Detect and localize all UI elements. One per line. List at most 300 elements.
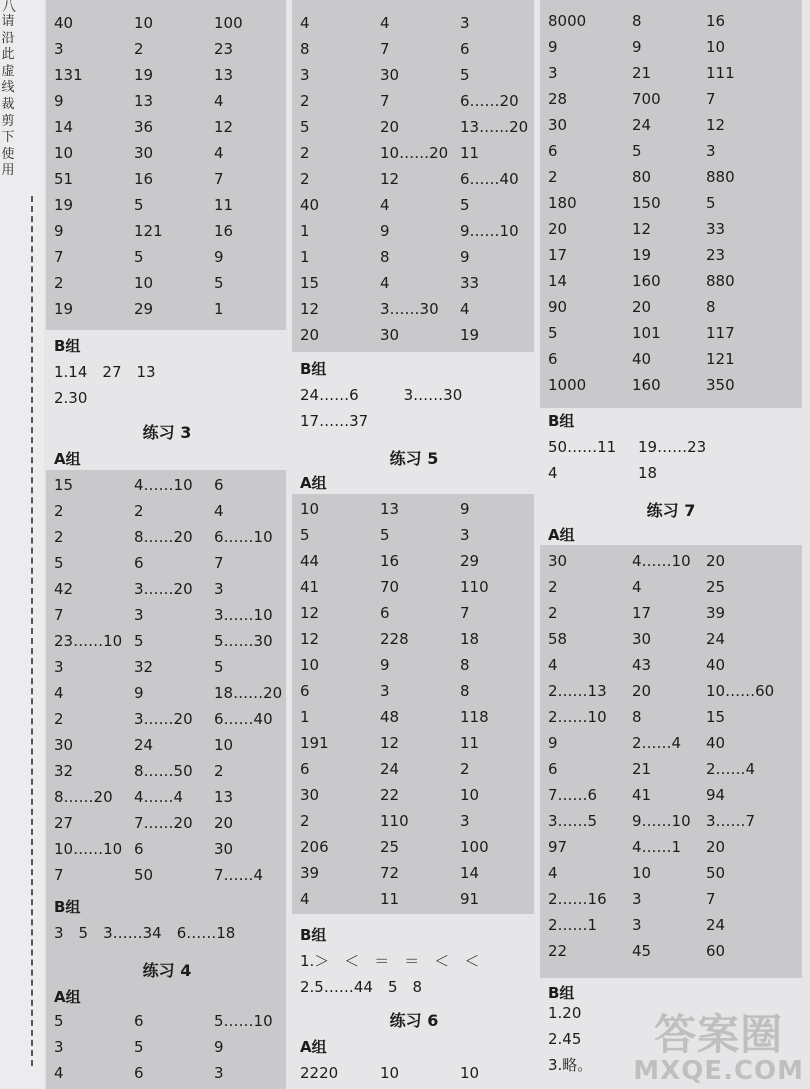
answer-cell: 160: [632, 272, 661, 290]
exercise-title: 练习 7: [646, 501, 696, 520]
answer-cell: 3: [460, 14, 470, 32]
group-label: B组: [548, 412, 575, 430]
answer-cell: 4: [380, 196, 390, 214]
answer-text: 2.45: [548, 1030, 582, 1048]
answer-row: [540, 164, 802, 190]
answer-cell: 4: [548, 864, 558, 882]
answer-column-1: [46, 0, 288, 1089]
answer-cell: 5: [300, 118, 310, 136]
answer-row: [46, 472, 288, 498]
answer-row: [540, 268, 802, 294]
answer-cell: 24: [632, 116, 652, 134]
answer-cell: 8: [300, 40, 310, 58]
answer-cell: 4……10: [632, 552, 691, 570]
answer-row: [46, 1060, 288, 1086]
group-label: B组: [300, 926, 327, 944]
answer-cell: 4……10: [134, 476, 193, 494]
answer-cell: 32: [54, 762, 74, 780]
answer-cell: 12: [632, 220, 652, 238]
answer-cell: 5: [460, 196, 470, 214]
answer-text: 24……6 3……30: [300, 386, 463, 404]
answer-cell: 3: [214, 1064, 224, 1082]
answer-cell: 2……16: [548, 890, 607, 908]
answer-cell: 7: [706, 90, 716, 108]
answer-cell: 58: [548, 630, 568, 648]
answer-cell: 97: [548, 838, 568, 856]
answer-cell: 5: [632, 142, 642, 160]
answer-row: [292, 860, 536, 886]
group-label: A组: [300, 1038, 327, 1056]
answer-cell: 3: [54, 658, 64, 676]
answer-cell: 9: [380, 222, 390, 240]
answer-cell: 9: [54, 92, 64, 110]
answer-cell: 29: [460, 552, 480, 570]
answer-cell: 1: [300, 708, 310, 726]
answer-row: [292, 548, 536, 574]
answer-cell: 1000: [548, 376, 587, 394]
answer-row: [46, 1034, 288, 1060]
answer-row: [292, 834, 536, 860]
answer-cell: 14: [548, 272, 568, 290]
site-watermark: [633, 1010, 804, 1086]
answer-cell: 9: [460, 248, 470, 266]
answer-row: [540, 912, 802, 938]
answer-cell: 30: [632, 630, 652, 648]
answer-row: [292, 1060, 536, 1086]
answer-cell: 91: [460, 890, 480, 908]
answer-cell: 5: [548, 324, 558, 342]
answer-row: [540, 548, 802, 574]
answer-cell: 6: [134, 1064, 144, 1082]
answer-cell: 3: [460, 812, 470, 830]
answer-cell: 40: [54, 14, 74, 32]
dashed-cut-line: [31, 196, 33, 1066]
answer-cell: 48: [380, 708, 400, 726]
answer-row: [540, 808, 802, 834]
answer-row: [292, 678, 536, 704]
answer-row: [46, 10, 288, 36]
answer-row: [46, 62, 288, 88]
answer-cell: 10: [380, 1064, 400, 1082]
answer-cell: 20: [706, 552, 726, 570]
answer-cell: 9: [214, 248, 224, 266]
answer-cell: 44: [300, 552, 320, 570]
answer-row: [46, 732, 288, 758]
answer-text: 3 5 3……34 6……18: [54, 924, 236, 942]
answer-cell: 10: [134, 14, 154, 32]
answer-row: [46, 36, 288, 62]
answer-row: [46, 706, 288, 732]
answer-cell: 5: [460, 66, 470, 84]
answer-cell: 23……10: [54, 632, 123, 650]
answer-cell: 16: [214, 222, 234, 240]
answer-cell: 16: [134, 170, 154, 188]
answer-row: [540, 112, 802, 138]
answer-row: [292, 782, 536, 808]
answer-cell: 14: [460, 864, 480, 882]
answer-cell: 40: [300, 196, 320, 214]
answer-cell: 4: [548, 656, 558, 674]
answer-cell: 15: [300, 274, 320, 292]
answer-cell: 4……4: [134, 788, 184, 806]
answer-row: [46, 296, 288, 322]
exercise-title: 练习 5: [389, 449, 439, 468]
answer-cell: 4: [214, 502, 224, 520]
answer-text: 2.30: [54, 389, 88, 407]
answer-cell: 39: [706, 604, 726, 622]
answer-cell: 40: [706, 656, 726, 674]
answer-cell: 19: [460, 326, 480, 344]
answer-row: [540, 346, 802, 372]
answer-row: [540, 242, 802, 268]
answer-row: [46, 140, 288, 166]
answer-cell: 20: [300, 326, 320, 344]
answer-cell: 1: [300, 248, 310, 266]
answer-row: [540, 460, 802, 486]
answer-row: [540, 294, 802, 320]
answer-cell: 6: [134, 1012, 144, 1030]
answer-row: [292, 626, 536, 652]
answer-cell: 5: [706, 194, 716, 212]
answer-cell: 2: [54, 502, 64, 520]
answer-row: [46, 218, 288, 244]
answer-row: [292, 808, 536, 834]
answer-cell: 5: [134, 632, 144, 650]
answer-row: [292, 756, 536, 782]
answer-row: [292, 600, 536, 626]
answer-row: [292, 140, 536, 166]
answer-cell: 2: [214, 762, 224, 780]
answer-cell: 3……5: [548, 812, 598, 830]
answer-row: [292, 574, 536, 600]
answer-cell: 150: [632, 194, 661, 212]
answer-cell: 51: [54, 170, 74, 188]
answer-cell: 43: [632, 656, 652, 674]
answer-cell: 2……1: [548, 916, 598, 934]
group-label: A组: [548, 526, 575, 544]
answer-cell: 20: [380, 118, 400, 136]
answer-cell: 117: [706, 324, 735, 342]
answer-cell: 60: [706, 942, 726, 960]
answer-cell: 4: [380, 274, 390, 292]
answer-cell: 32: [134, 658, 154, 676]
answer-cell: 4: [632, 578, 642, 596]
answer-cell: 2220: [300, 1064, 339, 1082]
answer-cell: 2: [134, 40, 144, 58]
answer-row: [540, 756, 802, 782]
answer-row: [292, 522, 536, 548]
group-label: A组: [54, 988, 81, 1006]
answer-cell: 41: [632, 786, 652, 804]
answer-row: [540, 8, 802, 34]
answer-text: 17……37: [300, 412, 369, 430]
answer-row: [540, 704, 802, 730]
answer-cell: 6……40: [460, 170, 519, 188]
answer-cell: 10: [54, 144, 74, 162]
answer-cell: 8……50: [134, 762, 193, 780]
answer-cell: 5: [54, 1012, 64, 1030]
answer-cell: 40: [706, 734, 726, 752]
answer-cell: 25: [706, 578, 726, 596]
answer-row: [46, 836, 288, 862]
answer-cell: 4: [300, 890, 310, 908]
answer-cell: 3: [460, 526, 470, 544]
answer-cell: 10: [460, 1064, 480, 1082]
answer-row: [292, 322, 536, 348]
answer-cell: 3: [548, 64, 558, 82]
answer-row: [292, 62, 536, 88]
answer-cell: 10……10: [54, 840, 123, 858]
answer-cell: 11: [380, 890, 400, 908]
answer-cell: 5……30: [214, 632, 273, 650]
group-label: B组: [300, 360, 327, 378]
answer-cell: 2: [300, 144, 310, 162]
answer-row: [46, 498, 288, 524]
answer-cell: 8……20: [54, 788, 113, 806]
answer-cell: 3……7: [706, 812, 756, 830]
answer-line: [46, 920, 288, 946]
answer-cell: 17: [632, 604, 652, 622]
answer-cell: 8: [632, 708, 642, 726]
page-section-mark: 八: [2, 0, 16, 15]
answer-cell: 19: [632, 246, 652, 264]
answer-cell: 5: [134, 1038, 144, 1056]
answer-cell: 21: [632, 64, 652, 82]
answer-cell: 4: [214, 92, 224, 110]
answer-cell: 6: [214, 476, 224, 494]
answer-cell: 12: [706, 116, 726, 134]
answer-cell: 3: [214, 580, 224, 598]
answer-row: [540, 434, 802, 460]
answer-cell: 7: [54, 866, 64, 884]
answer-cell: 13: [214, 788, 234, 806]
answer-row: [292, 270, 536, 296]
answer-cell: 80: [632, 168, 652, 186]
group-label: A组: [54, 450, 81, 468]
answer-cell: 14: [54, 118, 74, 136]
answer-text: 3.略。: [548, 1056, 593, 1074]
answer-cell: 10: [214, 736, 234, 754]
answer-cell: 18……20: [214, 684, 283, 702]
answer-cell: 110: [460, 578, 489, 596]
answer-cell: 6: [548, 760, 558, 778]
answer-cell: 12: [300, 300, 320, 318]
answer-cell: 4: [380, 14, 390, 32]
answer-row: [292, 88, 536, 114]
answer-column-3: [540, 0, 802, 1089]
answer-cell: 39: [300, 864, 320, 882]
answer-cell: 11: [460, 144, 480, 162]
answer-cell: 13……20: [460, 118, 529, 136]
answer-row: [540, 216, 802, 242]
answer-cell: 27: [54, 814, 74, 832]
answer-row: [540, 886, 802, 912]
answer-cell: 22: [548, 942, 568, 960]
answer-cell: 1: [214, 300, 224, 318]
answer-text: 1.＞ ＜ ＝ ＝ ＜ ＜: [300, 952, 480, 970]
answer-cell: 3: [632, 916, 642, 934]
answer-cell: 2: [548, 604, 558, 622]
answer-row: [540, 372, 802, 398]
answer-row: [540, 190, 802, 216]
answer-cell: 118: [460, 708, 489, 726]
answer-cell: 45: [632, 942, 652, 960]
answer-cell: 2: [134, 502, 144, 520]
answer-row: [540, 138, 802, 164]
answer-cell: 7: [380, 92, 390, 110]
answer-cell: 5……10: [214, 1012, 273, 1030]
answer-cell: 6……20: [460, 92, 519, 110]
answer-cell: 10……20: [380, 144, 449, 162]
answer-cell: 121: [134, 222, 163, 240]
answer-cell: 3……30: [380, 300, 439, 318]
answer-cell: 4: [460, 300, 470, 318]
exercise-title: 练习 3: [142, 423, 192, 442]
exercise-title: 练习 6: [389, 1011, 439, 1030]
answer-cell: 880: [706, 272, 735, 290]
answer-cell: 25: [380, 838, 400, 856]
answer-cell: 8……20: [134, 528, 193, 546]
answer-cell: 11: [214, 196, 234, 214]
answer-cell: 191: [300, 734, 329, 752]
answer-cell: 2: [54, 710, 64, 728]
cut-instruction-text: 请沿此虚线裁剪下使用: [1, 14, 15, 179]
answer-cell: 4: [300, 14, 310, 32]
answer-row: [540, 782, 802, 808]
answer-cell: 9: [54, 222, 64, 240]
answer-row: [540, 60, 802, 86]
answer-cell: 7: [380, 40, 390, 58]
answer-cell: 6……10: [214, 528, 273, 546]
answer-cell: 2: [54, 528, 64, 546]
answer-cell: 3: [380, 682, 390, 700]
answer-cell: 50……11: [548, 438, 617, 456]
answer-cell: 10……60: [706, 682, 775, 700]
answer-cell: 9……10: [632, 812, 691, 830]
answer-cell: 8: [460, 656, 470, 674]
answer-row: [540, 34, 802, 60]
answer-cell: 2: [548, 578, 558, 596]
answer-cell: 30: [380, 66, 400, 84]
answer-cell: 7: [460, 604, 470, 622]
answer-cell: 7……4: [214, 866, 264, 884]
answer-cell: 42: [54, 580, 74, 598]
answer-cell: 23: [214, 40, 234, 58]
answer-cell: 20: [706, 838, 726, 856]
answer-cell: 20: [632, 682, 652, 700]
answer-cell: 6: [548, 142, 558, 160]
answer-cell: 30: [380, 326, 400, 344]
answer-cell: 10: [632, 864, 652, 882]
answer-cell: 131: [54, 66, 83, 84]
answer-cell: 24: [134, 736, 154, 754]
answer-row: [540, 860, 802, 886]
answer-cell: 90: [548, 298, 568, 316]
answer-cell: 4……1: [632, 838, 682, 856]
answer-text: 1.20: [548, 1004, 582, 1022]
answer-row: [46, 270, 288, 296]
answer-cell: 21: [632, 760, 652, 778]
answer-row: [46, 192, 288, 218]
group-label: B组: [54, 898, 81, 916]
answer-cell: 16: [380, 552, 400, 570]
answer-cell: 5: [134, 196, 144, 214]
answer-row: [292, 296, 536, 322]
answer-cell: 5: [380, 526, 390, 544]
answer-cell: 70: [380, 578, 400, 596]
answer-row: [292, 218, 536, 244]
answer-cell: 20: [632, 298, 652, 316]
answer-row: [540, 730, 802, 756]
answer-cell: 9……10: [460, 222, 519, 240]
answer-cell: 9: [214, 1038, 224, 1056]
answer-cell: 160: [632, 376, 661, 394]
answer-cell: 3: [54, 40, 64, 58]
answer-cell: 12: [300, 604, 320, 622]
answer-cell: 13: [214, 66, 234, 84]
answer-cell: 7: [54, 248, 64, 266]
answer-row: [540, 834, 802, 860]
answer-cell: 13: [380, 500, 400, 518]
answer-row: [46, 784, 288, 810]
answer-row: [540, 938, 802, 964]
answer-cell: 3: [134, 606, 144, 624]
answer-row: [292, 10, 536, 36]
answer-cell: 19: [54, 196, 74, 214]
answer-cell: 9: [548, 38, 558, 56]
answer-row: [292, 114, 536, 140]
answer-cell: 24: [706, 630, 726, 648]
answer-row: [46, 810, 288, 836]
answer-line: [292, 408, 536, 434]
exercise-title: 练习 4: [142, 961, 192, 980]
answer-cell: 7: [54, 606, 64, 624]
answer-cell: 18: [638, 464, 658, 482]
answer-cell: 2……13: [548, 682, 607, 700]
answer-row: [292, 652, 536, 678]
answer-cell: 8: [380, 248, 390, 266]
answer-cell: 30: [134, 144, 154, 162]
answer-column-2: [292, 0, 536, 1089]
answer-cell: 8: [632, 12, 642, 30]
answer-cell: 29: [134, 300, 154, 318]
answer-row: [540, 574, 802, 600]
answer-cell: 3: [54, 1038, 64, 1056]
answer-cell: 5: [300, 526, 310, 544]
answer-cell: 50: [706, 864, 726, 882]
answer-cell: 8: [706, 298, 716, 316]
answer-cell: 10: [460, 786, 480, 804]
answer-cell: 5: [134, 248, 144, 266]
answer-cell: 17: [548, 246, 568, 264]
answer-cell: 2……10: [548, 708, 607, 726]
answer-cell: 880: [706, 168, 735, 186]
answer-row: [292, 704, 536, 730]
answer-line: [292, 382, 536, 408]
answer-cell: 121: [706, 350, 735, 368]
answer-cell: 3: [706, 142, 716, 160]
answer-cell: 7……20: [134, 814, 193, 832]
answer-row: [46, 654, 288, 680]
answer-row: [46, 524, 288, 550]
answer-cell: 10: [706, 38, 726, 56]
answer-cell: 12: [300, 630, 320, 648]
answer-cell: 33: [706, 220, 726, 238]
answer-cell: 20: [214, 814, 234, 832]
answer-cell: 8000: [548, 12, 587, 30]
answer-row: [46, 680, 288, 706]
answer-cell: 36: [134, 118, 154, 136]
